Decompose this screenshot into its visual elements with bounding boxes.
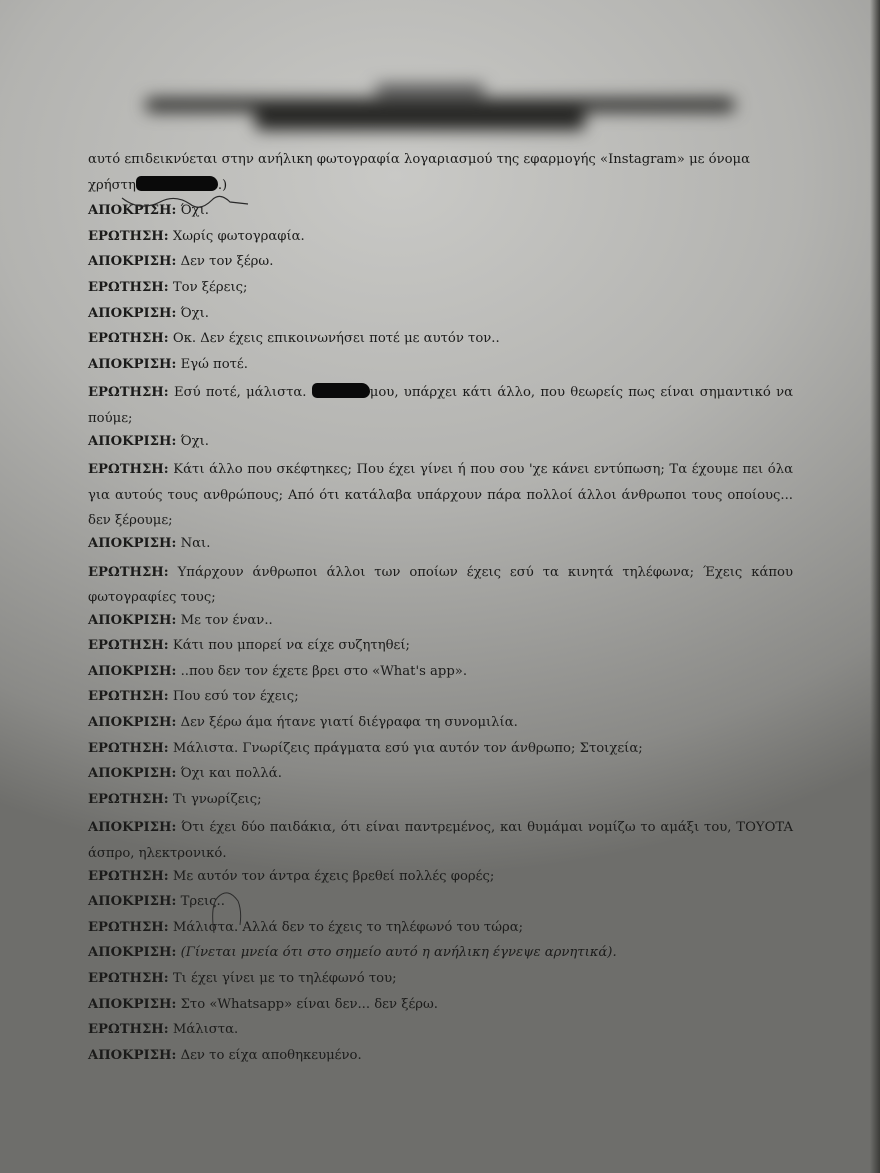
transcript-entry [88,611,793,637]
speaker-label: ΑΠΟΚΡΙΣΗ: [88,820,177,836]
speaker-label: ΑΠΟΚΡΙΣΗ: [88,663,177,679]
transcript-entry [88,329,793,355]
speaker-label: ΕΡΩΤΗΣΗ: [88,385,169,401]
intro-suffix: .) [217,177,228,193]
speaker-label: ΕΡΩΤΗΣΗ: [88,868,169,884]
transcript-entry [88,969,793,995]
speaker-label: ΕΡΩΤΗΣΗ: [88,971,169,986]
transcript-entry [88,432,793,458]
transcript-entry [88,892,793,918]
entry-text: Κάτι άλλο που σκέφτηκες; Που έχει γίνει ή που σου 'χε κάνει εντύπωση; Τα έχουμε πει όλα για αυτούς τους ανθρώπους; Από ότι κατάλαβα υπάρχουν πάρα πολλοί άλλοι άνθρωποι τους οποίους... δεν ξέρουμε; [88,462,793,529]
transcript-entry [88,739,793,765]
speaker-label: ΑΠΟΚΡΙΣΗ: [88,766,177,782]
transcript-entry [88,227,793,253]
redaction-box [136,176,218,191]
entry-text: Χωρίς φωτογραφία. [172,228,305,244]
transcript-entry [88,764,793,790]
speaker-label: ΑΠΟΚΡΙΣΗ: [88,612,177,628]
transcript-entry [88,252,793,278]
entry-text: Τι έχει γίνει με το τηλέφωνό του; [172,971,397,986]
entry-text: Όχι. [180,203,209,219]
speaker-label: ΑΠΟΚΡΙΣΗ: [88,254,177,270]
speaker-label: ΕΡΩΤΗΣΗ: [88,919,169,935]
entry-text: Εσύ ποτέ, μάλιστα. [173,385,307,401]
transcript-entry [88,790,793,816]
speaker-label: ΑΠΟΚΡΙΣΗ: [88,1047,177,1063]
transcript-entry [88,534,793,560]
transcript-entry [88,304,793,330]
transcript-entry [88,380,793,431]
speaker-label: ΕΡΩΤΗΣΗ: [88,564,169,580]
transcript-entry [88,713,793,739]
speaker-label: ΑΠΟΚΡΙΣΗ: [88,996,177,1012]
speaker-label: ΕΡΩΤΗΣΗ: [88,740,169,756]
transcript-entry [88,918,793,944]
transcript-entry [88,278,793,304]
entry-text: Εγώ ποτέ. [180,356,248,372]
speaker-label: ΕΡΩΤΗΣΗ: [88,791,169,807]
transcript [88,150,793,1071]
transcript-entry [88,1020,793,1046]
speaker-label: ΕΡΩΤΗΣΗ: [88,228,169,244]
intro-line-1: αυτό επιδεικνύεται στην ανήλικη φωτογραφία λογαριασμού της εφαρμογής «Instagram» με όνομα [88,152,751,167]
speaker-label: ΕΡΩΤΗΣΗ: [88,331,169,347]
entry-text: Στο «Whatsapp» είναι δεν... δεν ξέρω. [180,996,438,1012]
speaker-label: ΑΠΟΚΡΙΣΗ: [88,894,177,910]
transcript-entry [88,995,793,1021]
entry-text-italic: (Γίνεται μνεία ότι στο σημείο αυτό η ανήλικη έγνεψε αρνητικά). [180,945,617,961]
intro-line-2 [88,176,793,202]
entry-text: Δεν το είχα αποθηκευμένο. [180,1047,362,1063]
entry-text: Δεν τον ξέρω. [180,254,274,270]
entry-text: Που εσύ τον έχεις; [172,689,299,705]
speaker-label: ΕΡΩΤΗΣΗ: [88,1022,169,1038]
speaker-label: ΕΡΩΤΗΣΗ: [88,462,169,478]
redacted-header [145,78,735,138]
entry-text: Ναι. [180,535,211,551]
entry-text: Δεν ξέρω άμα ήτανε γιατί διέγραφα τη συνομιλία. [180,715,518,731]
entry-text: Μάλιστα. Γνωρίζεις πράγματα εσύ για αυτόν τον άνθρωπο; Στοιχεία; [172,740,643,756]
redaction-box [312,383,370,398]
speaker-label: ΑΠΟΚΡΙΣΗ: [88,305,177,321]
transcript-entry [88,1046,793,1072]
transcript-entry [88,636,793,662]
entry-text: Μάλιστα. Αλλά δεν το έχεις το τηλέφωνό του τώρα; [172,919,524,935]
transcript-entry [88,560,793,611]
transcript-entry [88,687,793,713]
transcript-entry [88,815,793,866]
entry-text: Κάτι που μπορεί να είχε συζητηθεί; [172,638,410,654]
entry-text: Όχι. [180,305,209,321]
entry-text: Τον ξέρεις; [172,279,248,295]
entry-text: Ότι έχει δύο παιδάκια, ότι είναι παντρεμένος, και θυμάμαι νομίζω το αμάξι του, TOYOTA άσπρο, ηλεκτρονικό. [88,820,794,862]
entry-text: Όχι. [180,433,209,449]
entry-text: Με αυτόν τον άντρα έχεις βρεθεί πολλές φορές; [172,868,495,884]
transcript-entry [88,867,793,893]
entry-text: Υπάρχουν άνθρωποι άλλοι των οποίων έχεις εσύ τα κινητά τηλέφωνα; Έχεις κάπου φωτογραφίες τους; [88,564,793,606]
speaker-label: ΑΠΟΚΡΙΣΗ: [88,535,177,551]
entry-text: ..που δεν τον έχετε βρει στο «What's app». [180,663,468,679]
transcript-entry [88,662,793,688]
speaker-label: ΕΡΩΤΗΣΗ: [88,638,169,654]
speaker-label: ΑΠΟΚΡΙΣΗ: [88,715,177,731]
entry-text: Μάλιστα. [172,1022,239,1038]
entry-text: μου, υπάρχει κάτι άλλο, που θεωρείς πως είναι σημαντικό να πούμε; [88,385,793,426]
speaker-label: ΕΡΩΤΗΣΗ: [88,689,169,705]
transcript-entry [88,201,793,227]
transcript-entry [88,355,793,381]
transcript-entry [88,943,793,969]
intro-prefix: χρήστη [88,177,136,193]
speaker-label: ΑΠΟΚΡΙΣΗ: [88,356,177,372]
entry-text: Τρεις.. [180,894,225,910]
entry-text: Οκ. Δεν έχεις επικοινωνήσει ποτέ με αυτόν τον.. [172,331,500,347]
transcript-entry [88,457,793,534]
entry-text: Με τον έναν.. [180,612,273,628]
entry-text: Όχι και πολλά. [180,766,282,782]
speaker-label: ΑΠΟΚΡΙΣΗ: [88,433,177,449]
speaker-label: ΑΠΟΚΡΙΣΗ: [88,203,177,219]
speaker-label: ΑΠΟΚΡΙΣΗ: [88,945,177,961]
entry-text: Τι γνωρίζεις; [172,791,262,807]
speaker-label: ΕΡΩΤΗΣΗ: [88,279,169,295]
